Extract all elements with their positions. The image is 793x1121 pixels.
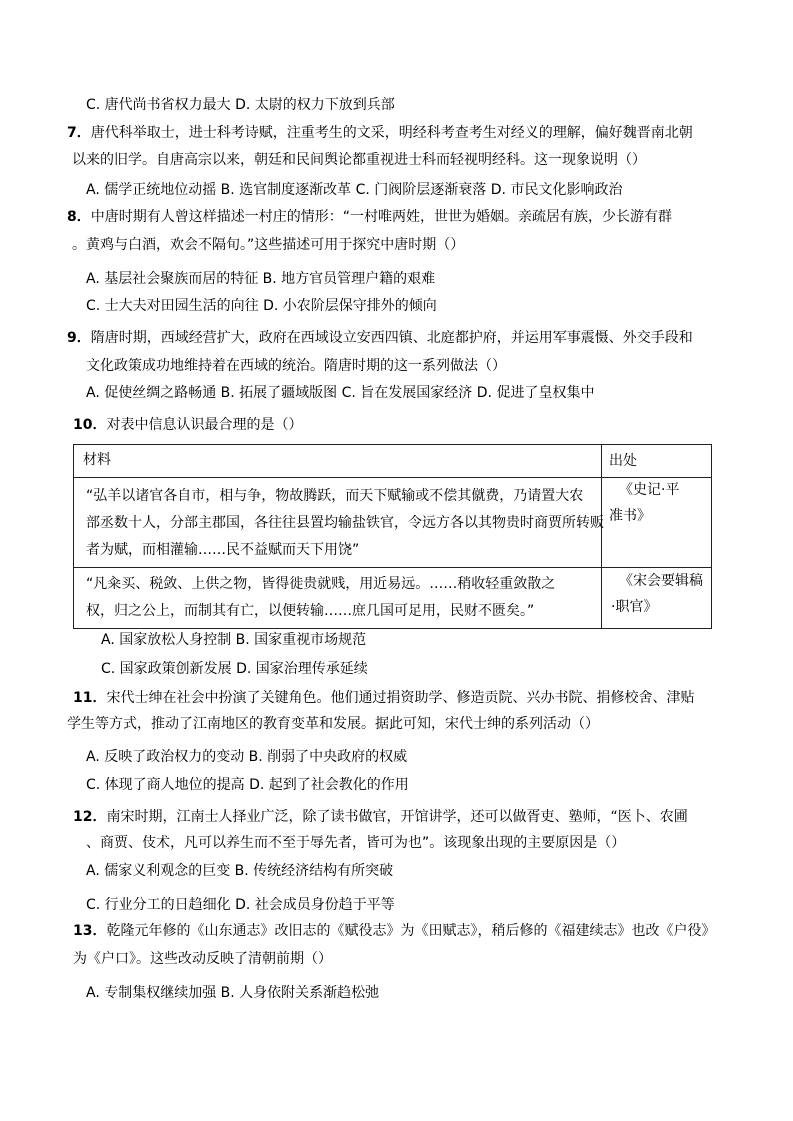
q11-stem-line1: 11．宋代士绅在社会中扮演了关键角色。他们通过捐资助学、修造贡院、兴办书院、捐修校舍、津贴 — [73, 690, 695, 706]
q8-stem-line2: 。黄鸡与白酒，欢会不隔旬。”这些描述可用于探究中唐时期（） — [72, 237, 465, 253]
q8-option-line1: A. 基层社会聚族而居的特征 B. 地方官员管理户籍的艰难 — [86, 271, 436, 287]
q9-stem-line2: 文化政策成功地维持着在西域的统治。隋唐时期的这一系列做法（） — [86, 358, 506, 374]
table-row2-material-line1: “凡籴买、税敛、上供之物，皆得徙贵就贱，用近易远。……稍收轻重敛散之 — [86, 576, 556, 592]
q7-stem-line1: 7．唐代科举取士，进士科考诗赋，注重考生的文采，明经科考查考生对经义的理解，偏好魏晋南北朝 — [67, 125, 693, 141]
q11-number: 11． — [73, 690, 107, 706]
q8-number: 8． — [67, 209, 91, 225]
table-row1-material-line3: 者为赋，而相灌输……民不益赋而天下用饶” — [86, 542, 360, 558]
table-header-divider — [74, 477, 711, 478]
q7-stem-line2: 以来的旧学。自唐高宗以来，朝廷和民间舆论都重视进士科而轻视明经科。这一现象说明（） — [72, 152, 646, 168]
q11-stem-line2: 学生等方式，推动了江南地区的教育变革和发展。据此可知，宋代士绅的系列活动（） — [67, 716, 599, 732]
table-row1-material-line2: 部丞数十人，分部主郡国，各往往县置均输盐铁官，令远方各以其物贵时商贾所转贩 — [86, 515, 604, 531]
q12-stem-line2: 、商贾、伎术，凡可以养生而不至于辱先者，皆可为也”。该现象出现的主要原因是（） — [86, 835, 626, 851]
table-row2-source-line1: 《宋会要辑稿 — [619, 573, 703, 589]
q12-option-line1: A. 儒家义利观念的巨变 B. 传统经济结构有所突破 — [86, 863, 394, 879]
q11-option-line1: A. 反映了政治权力的变动 B. 削弱了中央政府的权威 — [86, 749, 408, 765]
q9-stem-line1: 9．隋唐时期，西域经营扩大，政府在西域设立安西四镇、北庭都护府，并运用军事震慑、外交手段和 — [67, 330, 693, 346]
q13-stem-line2: 为《户口》。这些改动反映了清朝前期（） — [73, 951, 332, 967]
q9-number: 9． — [67, 330, 91, 346]
q7-number: 7． — [67, 125, 91, 141]
q7-options: A. 儒学正统地位动摇 B. 选官制度逐渐改革 C. 门阀阶层逐渐衰落 D. 市民文化影响政治 — [86, 182, 623, 198]
q13-stem-line1: 13．乾隆元年修的《山东通志》改旧志的《赋役志》为《田赋志》，稍后修的《福建续志》也改《户役》 — [73, 923, 716, 939]
q12-number: 12． — [73, 809, 107, 825]
q10-option-line2: C. 国家政策创新发展 D. 国家治理传承延续 — [101, 661, 368, 677]
table-row-divider — [74, 567, 711, 568]
table-header-material: 材料 — [83, 452, 111, 468]
q11-option-line2: C. 体现了商人地位的提高 D. 起到了社会教化的作用 — [86, 777, 409, 793]
q6-options-line2: C. 唐代尚书省权力最大 D. 太尉的权力下放到兵部 — [86, 97, 395, 113]
q10-table — [73, 444, 712, 629]
table-row1-source-line1: 《史记·平 — [619, 482, 680, 498]
q13-number: 13． — [73, 923, 107, 939]
table-row1-material-line1: “弘羊以诸官各自市，相与争，物故腾跃，而天下赋输或不偿其僦费，乃请置大农 — [86, 488, 584, 504]
q9-options: A. 促使丝绸之路畅通 B. 拓展了疆域版图 C. 旨在发展国家经济 D. 促进了皇权集中 — [86, 385, 595, 401]
table-column-divider — [601, 445, 602, 628]
q13-options: A. 专制集权继续加强 B. 人身依附关系渐趋松弛 — [86, 985, 380, 1001]
q8-option-line2: C. 士大夫对田园生活的向往 D. 小农阶层保守排外的倾向 — [86, 298, 437, 314]
table-row2-source-line2: ·职官》 — [611, 599, 658, 615]
q10-number: 10． — [73, 417, 107, 433]
q10-stem: 10．对表中信息认识最合理的是（） — [73, 417, 303, 433]
table-row1-source-line2: 准书》 — [609, 508, 651, 524]
table-row2-material-line2: 权，归之公上，而制其有亡，以便转输……庶几国可足用，民财不匮矣。” — [86, 603, 535, 619]
q8-stem-line1: 8．中唐时期有人曾这样描述一村庄的情形：“一村唯两姓，世世为婚姻。亲疏居有族，少长游有群 — [67, 209, 673, 225]
table-header-source: 出处 — [609, 453, 637, 469]
q12-stem-line1: 12．南宋时期，江南士人择业广泛，除了读书做官，开馆讲学，还可以做胥吏、塾师，“医卜、农圃 — [73, 809, 688, 825]
q10-option-line1: A. 国家放松人身控制 B. 国家重视市场规范 — [101, 632, 367, 648]
q12-option-line2: C. 行业分工的日趋细化 D. 社会成员身份趋于平等 — [86, 897, 395, 913]
